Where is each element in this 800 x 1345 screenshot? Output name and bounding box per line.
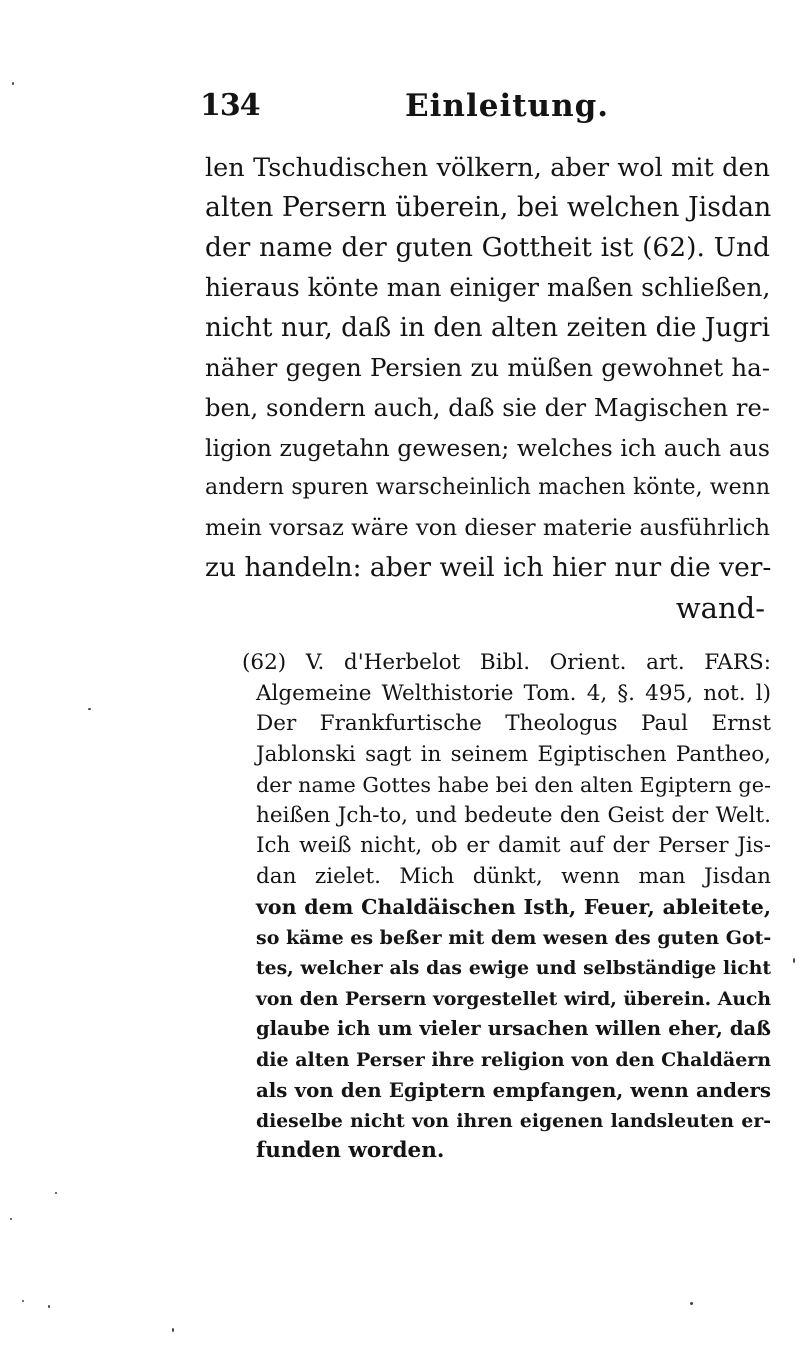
footnote-line: von den Persern vorgestellet wird, überein. Auch — [256, 987, 771, 1010]
footnote-line: als von den Egiptern empfangen, wenn anders — [256, 1078, 771, 1102]
paper-speck — [55, 1192, 57, 1194]
paper-speck — [48, 1305, 50, 1308]
paper-speck — [12, 82, 14, 85]
paper-speck — [22, 1300, 24, 1302]
paper-speck — [793, 958, 795, 963]
paper-speck — [690, 1302, 693, 1305]
text-line: nicht nur, daß in den alten zeiten die Jugri — [205, 313, 770, 343]
text-line: ligion zugetahn gewesen; welches ich auch aus — [205, 434, 770, 462]
catchword: wand- — [675, 591, 765, 625]
footnote-line: (62) V. d'Herbelot Bibl. Orient. art. FARS: — [242, 650, 771, 675]
footnote-line: Der Frankfurtische Theologus Paul Ernst — [256, 711, 771, 736]
paper-speck — [172, 1328, 174, 1332]
text-line: zu handeln: aber weil ich hier nur die ver- — [205, 552, 772, 583]
text-line: mein vorsaz wäre von dieser materie ausführlich — [205, 515, 770, 541]
footnote-line: tes, welcher als das ewige und selbständige licht — [256, 957, 771, 979]
footnote-line: dieselbe nicht von ihren eigenen landsleuten er- — [256, 1109, 771, 1132]
footnote-line: Jablonski sagt in seinem Egiptischen Pantheo, — [256, 741, 771, 767]
footnote-line: Algemeine Welthistorie Tom. 4, §. 495, not. l) — [256, 680, 771, 706]
text-line: len Tschudischen völkern, aber wol mit den — [205, 153, 770, 183]
text-line: ben, sondern auch, daß sie der Magischen re- — [205, 393, 770, 422]
footnote-line: von dem Chaldäischen Isth, Feuer, ableitete, — [256, 895, 771, 919]
running-head: Einleitung. — [405, 88, 610, 124]
footnote-line: der name Gottes habe bei den alten Egiptern ge- — [256, 773, 771, 797]
footnote-line: die alten Perser ihre religion von den Chaldäern — [256, 1048, 772, 1071]
footnote-line: Ich weiß nicht, ob er damit auf der Perser Jis- — [256, 833, 771, 858]
footnote-block — [236, 648, 771, 1167]
text-line: der name der guten Gottheit ist (62). Und — [205, 232, 770, 263]
text-line: hieraus könte man einiger maßen schließen, — [205, 273, 771, 302]
footnote-line: dan zielet. Mich dünkt, wenn man Jisdan — [256, 863, 771, 889]
footnote-line: so käme es beßer mit dem wesen des guten Got- — [256, 926, 772, 949]
page-header — [200, 88, 790, 132]
footnote-line: glaube ich um vieler ursachen willen eher, daß — [256, 1017, 771, 1040]
footnote-line: funden worden. — [256, 1138, 445, 1163]
page-number: 134 — [200, 88, 260, 123]
paper-speck — [10, 1218, 12, 1220]
text-line: näher gegen Persien zu müßen gewohnet ha- — [205, 353, 770, 382]
footnote-line: heißen Jch-to, und bedeute den Geist der Welt. — [256, 802, 771, 828]
text-line: andern spuren warscheinlich machen könte, wenn — [205, 475, 770, 500]
main-text-block — [205, 148, 770, 628]
paper-speck — [88, 708, 91, 710]
text-line: alten Persern überein, bei welchen Jisdan — [205, 192, 772, 223]
